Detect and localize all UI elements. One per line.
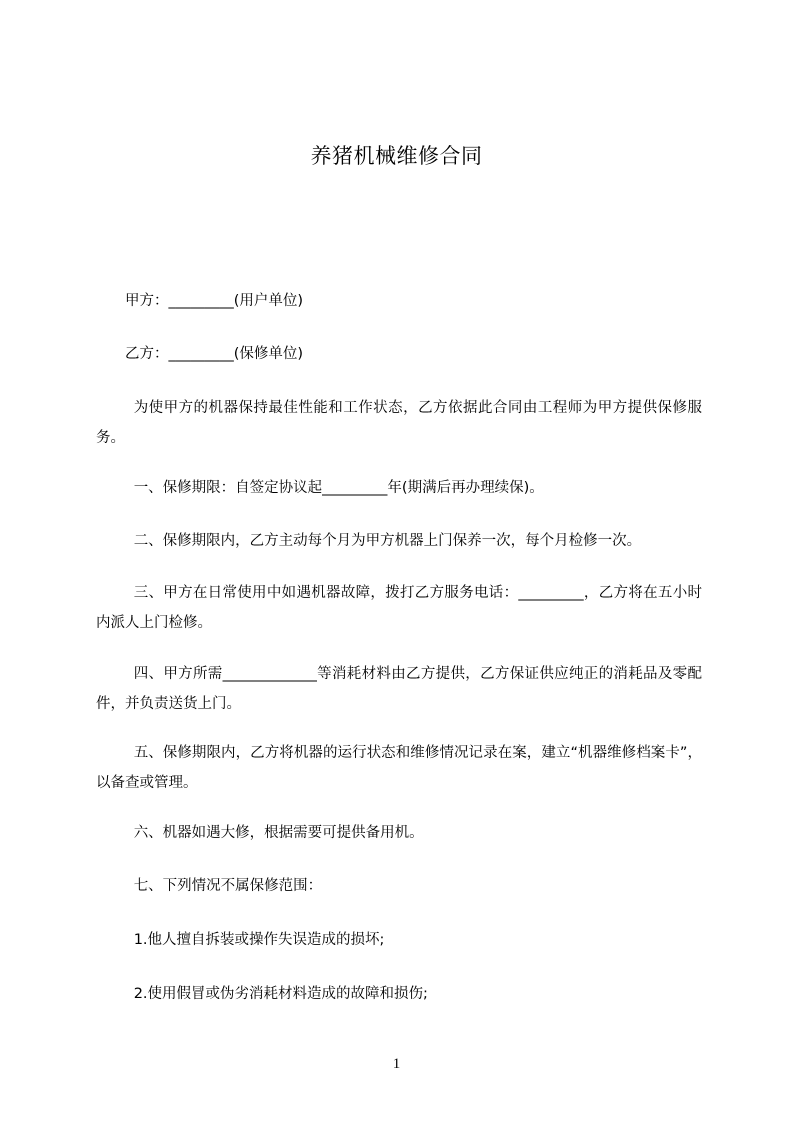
document-title: 养猪机械维修合同 [310,144,483,168]
party-a-line: 甲方：_________(用户单位) [125,293,304,309]
clause-6: 六、机器如遇大修，根据需要可提供备用机。 [133,825,424,841]
clause-2: 二、保修期限内，乙方主动每个月为甲方机器上门保养一次，每个月检修一次。 [133,533,642,549]
clause-1: 一、保修期限：自签定协议起_________年(期满后再办理续保)。 [133,480,544,496]
clause-5: 五、保修期限内，乙方将机器的运行状态和维修情况记录在案，建立“机器维修档案卡”，以备查或管理。 [96,745,702,791]
intro-paragraph: 为使甲方的机器保持最佳性能和工作状态，乙方依据此合同由工程师为甲方提供保修服务。 [96,400,702,446]
party-b-line: 乙方：_________(保修单位) [125,346,304,362]
clause-7: 七、下列情况不属保修范围： [133,878,323,894]
exclusion-item-2: 2.使用假冒或伪劣消耗材料造成的故障和损伤; [133,986,428,1002]
clause-4: 四、甲方所需_____________等消耗材料由乙方提供，乙方保证供应纯正的消耗品及零配件，并负责送货上门。 [96,666,702,712]
page-number: 1 [392,1056,401,1072]
exclusion-item-1: 1.他人擅自拆装或操作失误造成的损坏; [133,932,385,948]
clause-3: 三、甲方在日常使用中如遇机器故障，拨打乙方服务电话：_________，乙方将在五小时内派人上门检修。 [96,585,702,631]
